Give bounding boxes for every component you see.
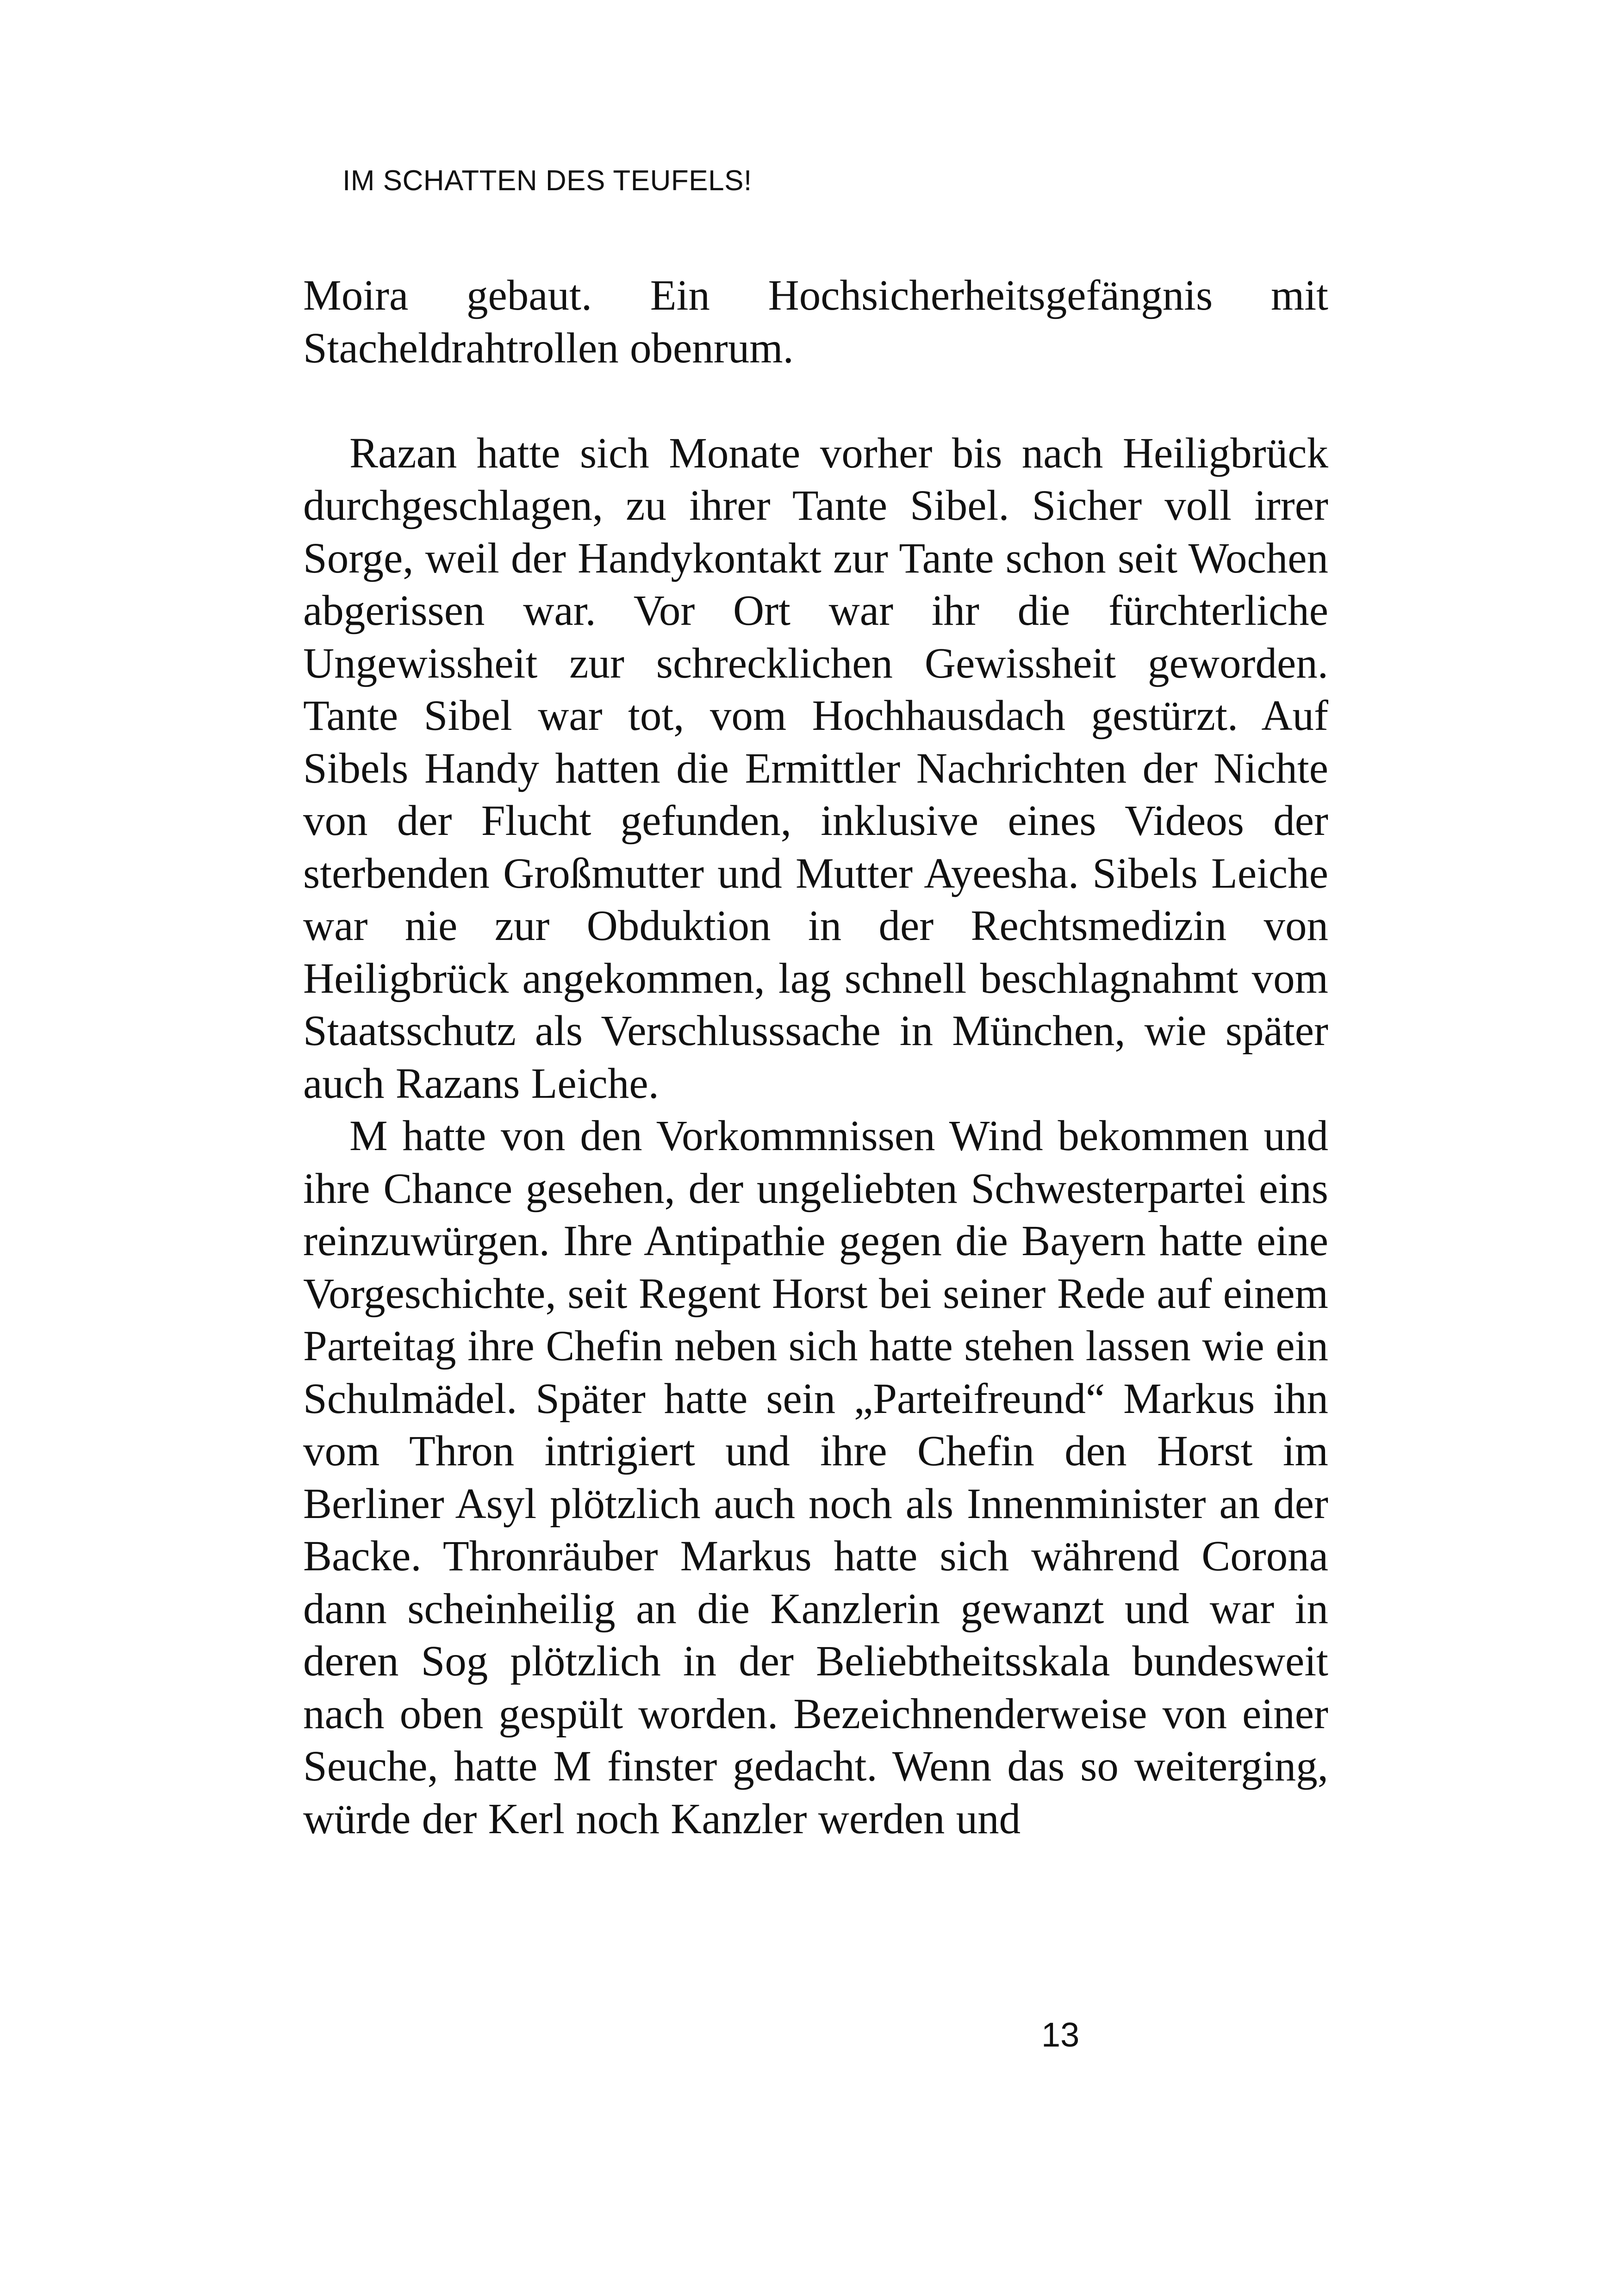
paragraph-razan: Razan hatte sich Monate vorher bis nach Heiligbrück durchgeschlagen, zu ihrer Tante Sibel. Sicher voll irrer Sorge, weil der Handykontakt zur Tante schon seit Wochen abgerissen war. Vor Ort war ihr die fürchterliche Ungewissheit zur schrecklichen Gewissheit geworden. Tante Sibel war tot, vom Hochhausdach gestürzt. Auf Sibels Handy hatten die Ermittler Nachrichten der Nichte von der Flucht gefunden, inklusive eines Videos der sterbenden Großmutter und Mutter Ayeesha. Sibels Leiche war nie zur Obduktion in der Rechtsmedizin von Heiligbrück angekommen, lag schnell beschlagnahmt vom Staatsschutz als Verschlusssache in München, wie später auch Razans Leiche. xyxy=(303,429,1328,1108)
paragraph-m: M hatte von den Vorkommnissen Wind bekommen und ihre Chance gesehen, der ungeliebten Schwesterpartei eins reinzuwürgen. Ihre Antipathie gegen die Bayern hatte eine Vorgeschichte, seit Regent Horst bei seiner Rede auf einem Parteitag ihre Chefin neben sich hatte stehen lassen wie ein Schulmädel. Später hatte sein „Parteifreund“ Markus ihn vom Thron intrigiert und ihre Chefin den Horst im Berliner Asyl plötzlich auch noch als Innenminister an der Backe. Thronräuber Markus hatte sich während Corona dann scheinheilig an die Kanzlerin gewanzt und war in deren Sog plötzlich in der Beliebtheitsskala bundesweit nach oben gespült worden. Bezeichnenderweise von einer Seuche, hatte M finster gedacht. Wenn das so weiterging, würde der Kerl noch Kanzler werden und xyxy=(303,1112,1328,1843)
page-number: 13 xyxy=(1041,2016,1080,2054)
body-text xyxy=(303,269,1328,1845)
paragraph-spacer xyxy=(303,374,1328,427)
running-header: IM SCHATTEN DES TEUFELS! xyxy=(342,165,752,197)
paragraph-continuation: Moira gebaut. Ein Hochsicherheitsgefängnis mit Stacheldrahtrollen obenrum. xyxy=(303,272,1328,372)
